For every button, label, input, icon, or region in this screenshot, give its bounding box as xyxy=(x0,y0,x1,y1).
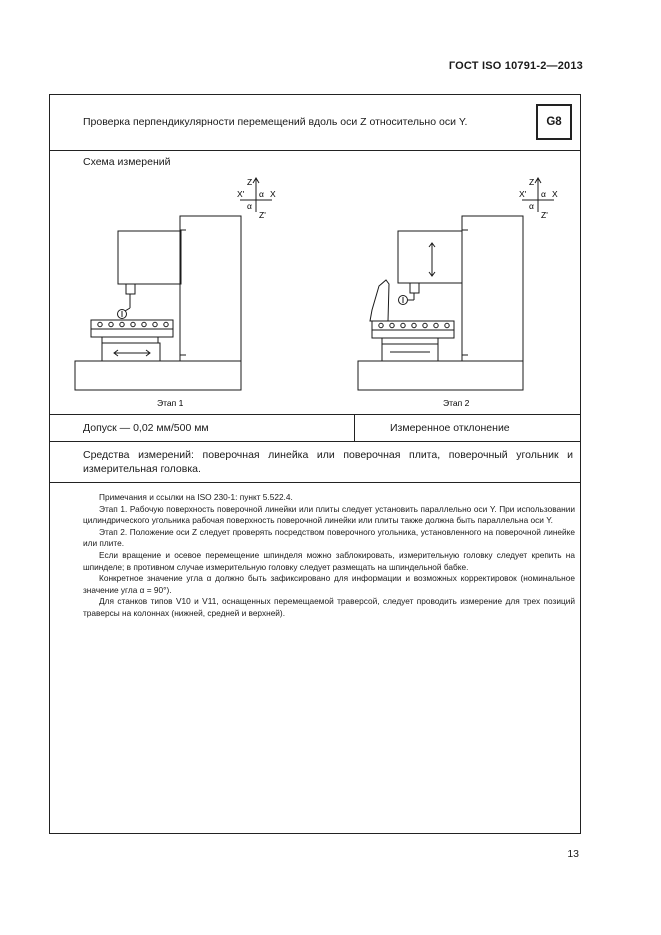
note-angle-alpha: Конкретное значение угла α должно быть зафиксировано для информации и возможных корректировок (номинальное значение угла α = 90°). xyxy=(83,573,575,595)
stage2-axis-alpha-bottom: α xyxy=(529,201,534,211)
measurement-scheme xyxy=(50,150,580,415)
stage2-axis-z: Z xyxy=(529,177,535,187)
measured-deviation-label: Измеренное отклонение xyxy=(390,422,510,434)
tolerance-divider xyxy=(354,414,355,441)
note-gauge-mounting: Если вращение и осевое перемещение шпинделя можно заблокировать, измерительную головку следует крепить на шпинделе; в противном случае измерительную головку следует размещать на шпиндельной бабке. xyxy=(83,549,575,572)
page-number: 13 xyxy=(567,848,579,860)
tolerance-value: Допуск — 0,02 мм/500 мм xyxy=(83,422,209,434)
measurement-diagram xyxy=(50,150,580,414)
notes-heading: Примечания и ссылки на ISO 230-1: пункт 5.522.4. xyxy=(99,492,293,502)
stage2-axis-z-prime: Z' xyxy=(541,210,548,220)
stage2-caption: Этап 2 xyxy=(443,398,470,408)
stage1-axis-x-prime: X' xyxy=(237,189,245,199)
test-sheet xyxy=(49,94,581,834)
stage2-axis-x: X xyxy=(552,189,558,199)
test-code-badge: G8 xyxy=(536,104,572,140)
scheme-label: Схема измерений xyxy=(83,156,171,168)
test-title: Проверка перпендикулярности перемещений вдоль оси Z относительно оси Y. xyxy=(83,116,468,128)
stage2-axis-alpha-top: α xyxy=(541,189,546,199)
measuring-means-row xyxy=(50,441,580,483)
standard-number: ГОСТ ISO 10791-2—2013 xyxy=(448,60,583,72)
stage2-axis-x-prime: X' xyxy=(519,189,527,199)
stage1-machine-drawing xyxy=(75,178,272,390)
test-title-row xyxy=(50,95,580,151)
stage1-axis-z: Z xyxy=(247,177,253,187)
stage1-axis-z-prime: Z' xyxy=(259,210,266,220)
stage1-axis-alpha-top: α xyxy=(259,189,264,199)
note-crossrail: Для станков типов V10 и V11, оснащенных перемещаемой траверсой, следует проводить измерение для трех позиций траверсы на колоннах (нижней, средней и верхней). xyxy=(83,596,575,618)
note-stage1: Этап 1. Рабочую поверхность поверочной линейки или плиты следует установить параллельно оси Y. При использовании цилиндрического угольника рабочая поверхность поверочной линейки или плиты также должна быть параллельна оси Y. xyxy=(83,503,575,526)
stage1-axis-x: X xyxy=(270,189,276,199)
stage1-axis-alpha-bottom: α xyxy=(247,201,252,211)
measuring-means: Средства измерений: поверочная линейка или поверочная плита, поверочный угольник и измерительная головка. xyxy=(83,449,573,475)
tolerance-row xyxy=(50,414,580,442)
notes-section xyxy=(83,492,575,620)
note-stage2: Этап 2. Положение оси Z следует проверять посредством поверочного угольника, установленного на поверочной линейке или плите. xyxy=(83,526,575,549)
stage2-machine-drawing xyxy=(358,178,554,390)
stage1-caption: Этап 1 xyxy=(157,398,184,408)
